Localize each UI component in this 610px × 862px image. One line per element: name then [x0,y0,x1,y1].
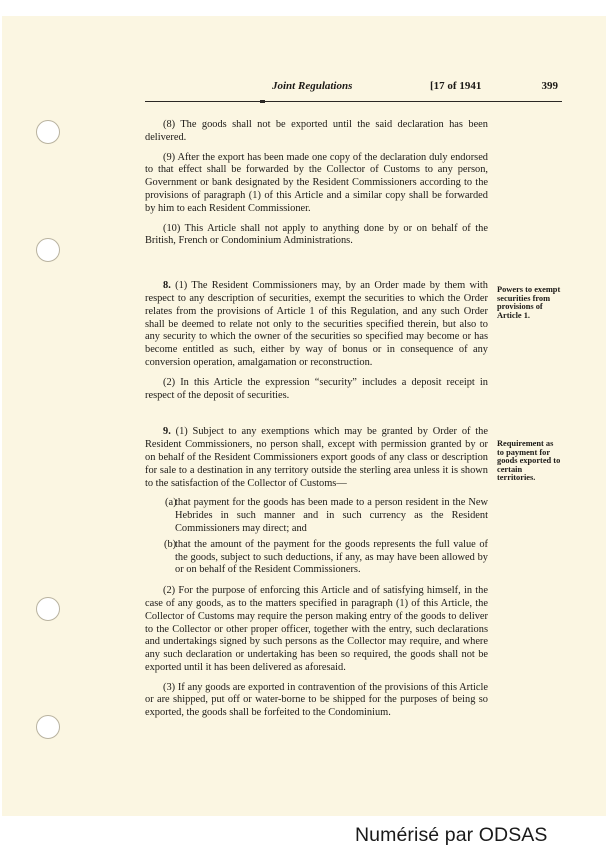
article-9-text: (1) Subject to any exemptions which may be granted by Order of the Resident Commissioners, no person shall, except with permission granted by or on behalf of the Resident Commissioners export goods of any class or description for sale to a destination in any territory outside the sterling area unless it is shown to the satisfaction of the Collector of Customs— [145,426,488,489]
article-9-number: 9. [163,426,171,438]
article-8-number: 8. [163,280,171,292]
header-rule-mark [260,100,265,103]
article-8-paragraph-1 [145,280,488,370]
article-9-paragraph-1 [145,426,488,490]
condition-a-text: that payment for the goods has been made to a person resident in the New Hebrides in such manner and in such currency as the Resident Commissioners may direct; and [175,497,488,534]
running-header [145,80,562,96]
article-8-text: (1) The Resident Commissioners may, by an Order made by them with respect to any description of securities, exempt the securities to which the Order relates from the provisions of Article 1 of this Regulation, and any such Order shall be deemed to relate not only to the securities specified therein, but also to any security to which the owner of the securities so specified may become or has become entitled as such, either by way of bonus or in consequence of any conversion operation, amalgamation or reconstruction. [145,280,488,368]
article-9-paragraph-2: (2) For the purpose of enforcing this Article and of satisfying himself, in the case of any goods, as to the matters specified in paragraph (1) of this Article, the Collector of Customs may require the person making entry of the goods to deliver to the Collector or other proper officer, together with the entry, such declarations and undertakings signed by such persons as the Collector may require, and where any such declaration or undertaking has been so required, the goods shall not be exported until it has been delivered as aforesaid. [145,585,488,673]
punch-hole [36,715,60,739]
condition-b-text: that the amount of the payment for the goods represents the full value of the goods, subject to such deductions, if any, as may have been allowed by or on behalf of the Resident Commissioners. [175,538,488,576]
digitisation-watermark: Numérisé par ODSAS [355,824,548,846]
paragraph-10: (10) This Article shall not apply to anything done by or on behalf of the British, French or Condominium Administrations. [145,222,488,247]
condition-b [145,539,488,577]
punch-hole [36,597,60,621]
margin-note-article-8: Powers to exempt securities from provisions of Article 1. [497,285,561,320]
regulation-body [145,119,488,727]
header-title: Joint Regulations [272,80,353,92]
margin-note-article-9: Requirement as to payment for goods exported to certain territories. [497,439,561,483]
condition-b-label: (b) [164,538,177,550]
condition-a [145,497,488,535]
paragraph-9: (9) After the export has been made one copy of the declaration duly endorsed to that effect shall be forwarded by the Collector of Customs to any person, Government or bank designated by the Resident Commissioners according to the provisions of paragraph (1) of this Article and a similar copy shall be forwarded by him to each Resident Commissioner. [145,151,488,214]
header-act-reference: [17 of 1941 [430,80,482,92]
article-8-paragraph-2: (2) In this Article the expression “security” includes a deposit receipt in respect of the deposit of securities. [145,376,488,401]
page-number: 399 [541,80,558,92]
paragraph-8: (8) The goods shall not be exported until the said declaration has been delivered. [145,119,488,143]
article-9-conditions [145,497,488,577]
condition-a-label: (a) [165,497,177,509]
header-rule [145,101,562,102]
article-9-paragraph-3: (3) If any goods are exported in contravention of the provisions of this Article or are shipped, put off or water-borne to be shipped for the purposes of being so exported, the goods shall be forfeited to the Condominium. [145,681,488,719]
punch-hole [36,120,60,144]
punch-hole [36,238,60,262]
